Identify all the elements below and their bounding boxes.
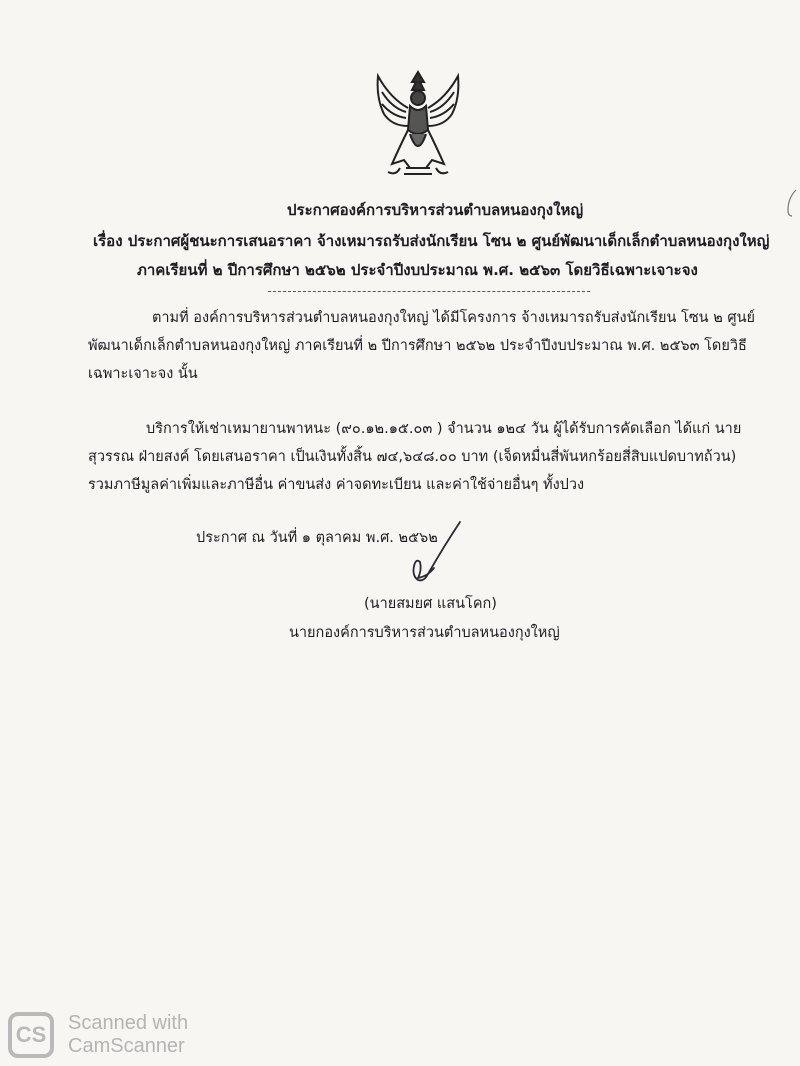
signatory-name: (นายสมยศ แสนโคก) — [364, 596, 497, 612]
paragraph-1-line-1: ตามที่ องค์การบริหารส่วนตำบลหนองกุงใหญ่ ได้มีโครงการ จ้างเหมารถรับส่งนักเรียน โซน ๒ ศูนย์ — [152, 310, 755, 326]
subject-line: เรื่อง ประกาศผู้ชนะการเสนอราคา จ้างเหมารถรับส่งนักเรียน โซน ๒ ศูนย์พัฒนาเด็กเล็กตำบลหนองกุงใหญ่ — [93, 232, 770, 250]
watermark-line-1: Scanned with — [68, 1012, 189, 1034]
announcement-title: ประกาศองค์การบริหารส่วนตำบลหนองกุงใหญ่ — [287, 201, 584, 219]
margin-pen-mark — [784, 188, 798, 218]
paragraph-2-line-3: รวมภาษีมูลค่าเพิ่มและภาษีอื่น ค่าขนส่ง ค่าจดทะเบียน และค่าใช้จ่ายอื่นๆ ทั้งปวง — [88, 477, 585, 493]
paragraph-1-line-3: เฉพาะเจาะจง นั้น — [88, 366, 198, 382]
announcement-date: ประกาศ ณ วันที่ ๑ ตุลาคม พ.ศ. ๒๕๖๒ — [196, 530, 438, 546]
watermark-text — [68, 1012, 188, 1058]
camscanner-logo-icon: CS — [8, 1012, 54, 1058]
signatory-position: นายกองค์การบริหารส่วนตำบลหนองกุงใหญ่ — [289, 625, 560, 641]
watermark-line-2: CamScanner — [68, 1035, 185, 1057]
subject-line-continued: ภาคเรียนที่ ๒ ปีการศึกษา ๒๕๖๒ ประจำปีงบประมาณ พ.ศ. ๒๕๖๓ โดยวิธีเฉพาะเจาะจง — [137, 261, 698, 279]
paragraph-2-line-1: บริการให้เช่าเหมายานพาหนะ (๙๐.๑๒.๑๕.๐๓ ) จำนวน ๑๒๔ วัน ผู้ได้รับการคัดเลือก ได้แก่ นาย — [146, 421, 742, 437]
paragraph-2-line-2: สุวรรณ ฝ่ายสงค์ โดยเสนอราคา เป็นเงินทั้งสิ้น ๗๔,๖๔๘.๐๐ บาท (เจ็ดหมื่นสี่พันหกร้อยสี่สิบแปดบาทถ้วน) — [88, 449, 737, 465]
paragraph-1-line-2: พัฒนาเด็กเล็กตำบลหนองกุงใหญ่ ภาคเรียนที่ ๒ ปีการศึกษา ๒๕๖๒ ประจำปีงบประมาณ พ.ศ. ๒๕๖๓ โดยวิธี — [88, 338, 747, 354]
garuda-emblem-icon — [370, 68, 466, 180]
handwritten-signature — [398, 520, 468, 586]
dashed-separator — [268, 291, 590, 292]
